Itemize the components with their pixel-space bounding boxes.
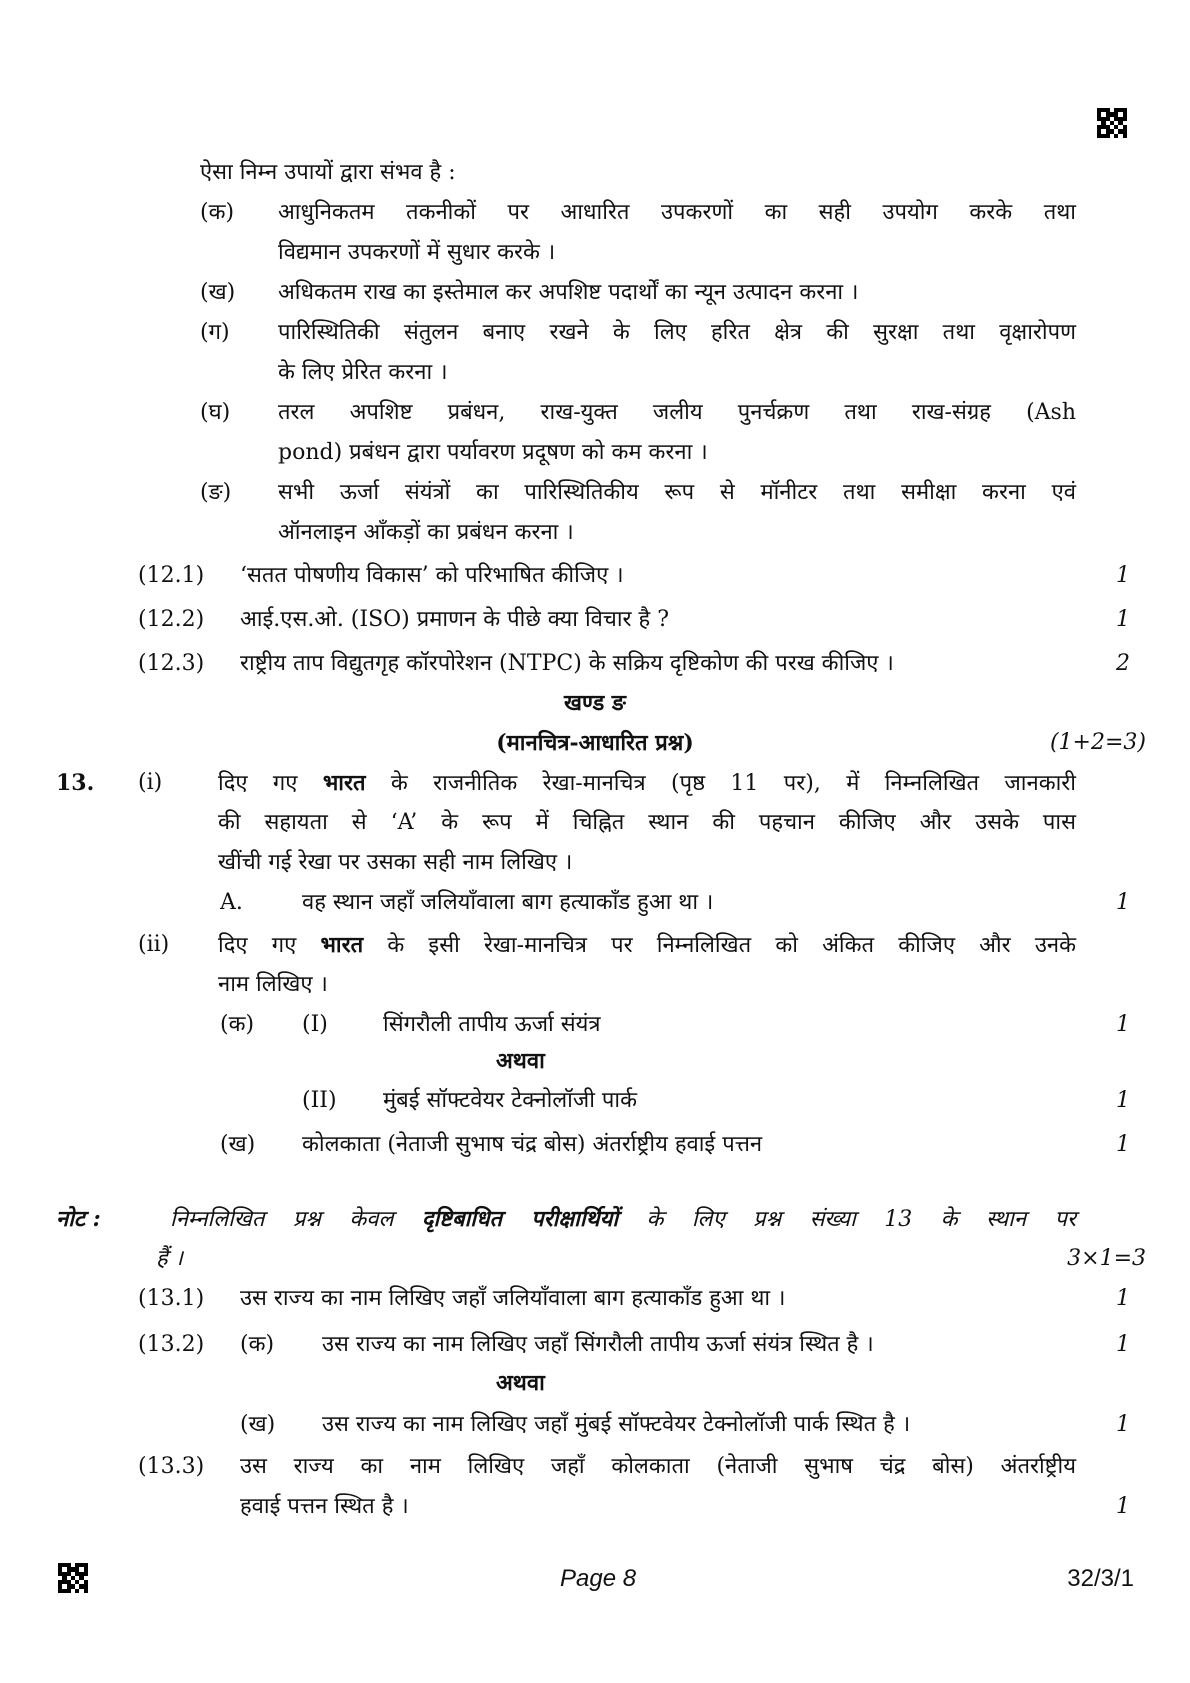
measure-nga-line2: ऑनलाइन आँकड़ों का प्रबंधन करना । [278,520,574,545]
measure-ga-line1: पारिस्थितिकी संतुलन बनाए रखने के लिए हरित क्षेत्र की सुरक्षा तथा वृक्षारोपण [278,320,1076,345]
or-divider-alt: अथवा [496,1370,545,1396]
measure-kha-line1: अधिकतम राख का इस्तेमाल कर अपशिष्ट पदार्थों का न्यून उत्पादन करना । [278,280,859,305]
q13-2-ka-marks: 1 [1116,1332,1130,1357]
q13-ii-ka-II-text: मुंबई सॉफ्टवेयर टेक्नोलॉजी पार्क [383,1088,637,1113]
q13-i-line2: की सहायता से ‘A’ के रूप में चिह्नित स्थान की पहचान कीजिए और उसके पास [218,810,1076,835]
q13-1-marks: 1 [1116,1286,1130,1311]
note-line1 [170,1204,1076,1235]
q13-i-item-label: A. [220,890,243,915]
measure-ka-line2: विद्यमान उपकरणों में सुधार करके । [278,240,556,265]
q13-3-line1: उस राज्य का नाम लिखिए जहाँ कोलकाता (नेताजी सुभाष चंद्र बोस) अंतर्राष्ट्रीय [240,1454,1076,1479]
measure-gha-line1: तरल अपशिष्ट प्रबंधन, राख-युक्त जलीय पुनर्चक्रण तथा राख-संग्रह (Ash [278,400,1076,425]
q13-ii-ka-I-label: (I) [302,1012,328,1037]
note-marks: 3×1=3 [1067,1246,1146,1271]
q13-2-kha-label: (ख) [240,1412,276,1437]
q13-ii-line1-pre: दिए गए [218,933,321,958]
q12-1-text: ‘सतत पोषणीय विकास’ को परिभाषित कीजिए । [240,563,624,588]
q13-ii-kha-text: कोलकाता (नेताजी सुभाष चंद्र बोस) अंतर्राष्ट्रीय हवाई पत्तन [302,1132,763,1157]
q13-ii-kha-marks: 1 [1116,1132,1130,1157]
section-subtitle: (मानचित्र-आधारित प्रश्न) [496,730,694,756]
q12-1-marks: 1 [1116,563,1130,588]
measure-label-gha: (घ) [200,400,231,425]
note-label: नोट : [56,1206,101,1232]
intro-text: ऐसा निम्न उपायों द्वारा संभव है : [200,160,456,185]
note-line1-pre: निम्नलिखित प्रश्न केवल [170,1207,422,1232]
measure-label-ka: (क) [200,200,235,225]
q13-2-ka-text: उस राज्य का नाम लिखिए जहाँ सिंगरौली तापीय ऊर्जा संयंत्र स्थित है । [322,1332,874,1357]
note-line2: हैं । [156,1246,184,1271]
q13-ii-kha-label: (ख) [220,1132,256,1157]
q13-i-line1-post: के राजनीतिक रेखा-मानचित्र (पृष्ठ 11 पर), में निम्नलिखित जानकारी [365,771,1076,796]
q13-i-line1 [218,768,1076,799]
measure-label-ga: (ग) [200,320,230,345]
qr-code-icon [58,1563,88,1593]
or-divider: अथवा [496,1048,545,1074]
measure-label-nga: (ङ) [200,480,232,505]
note-bold: दृष्टिबाधित परीक्षार्थियों [421,1206,619,1232]
q12-1-number: (12.1) [138,563,205,588]
q13-1-number: (13.1) [138,1286,205,1311]
q12-2-number: (12.2) [138,607,205,632]
q13-ii-line1 [218,930,1076,961]
q13-ii-line1-post: के इसी रेखा-मानचित्र पर निम्नलिखित को अंकित कीजिए और उनके [363,933,1077,958]
section-title: खण्ड ङ [564,690,626,716]
q13-ii-ka-II-label: (II) [302,1088,337,1113]
q13-2-kha-text: उस राज्य का नाम लिखिए जहाँ मुंबई सॉफ्टवेयर टेक्नोलॉजी पार्क स्थित है । [322,1412,911,1437]
q13-3-marks: 1 [1116,1494,1130,1519]
q13-i-line1-pre: दिए गए [218,771,323,796]
q13-ii-line2: नाम लिखिए । [218,972,328,997]
q13-ii-ka-label: (क) [220,1012,255,1037]
measure-nga-line1: सभी ऊर्जा संयंत्रों का पारिस्थितिकीय रूप से मॉनीटर तथा समीक्षा करना एवं [278,480,1076,505]
q13-2-kha-marks: 1 [1116,1412,1130,1437]
measure-ga-line2: के लिए प्रेरित करना । [278,360,448,385]
q12-2-marks: 1 [1116,607,1130,632]
q13-ii-ka-II-marks: 1 [1116,1088,1130,1113]
india-bold: भारत [322,770,366,796]
india-bold: भारत [320,932,364,958]
q13-1-text: उस राज्य का नाम लिखिए जहाँ जलियाँवाला बाग हत्याकाँड हुआ था । [240,1286,786,1311]
q13-i-line3: खींची गई रेखा पर उसका सही नाम लिखिए । [218,850,573,875]
q13-ii-ka-I-marks: 1 [1116,1012,1130,1037]
q12-3-number: (12.3) [138,651,205,676]
measure-ka-line1: आधुनिकतम तकनीकों पर आधारित उपकरणों का सही उपयोग करके तथा [278,200,1076,225]
q12-3-text: राष्ट्रीय ताप विद्युतगृह कॉरपोरेशन (NTPC) के सक्रिय दृष्टिकोण की परख कीजिए । [240,651,894,676]
q13-3-line2: हवाई पत्तन स्थित है । [240,1494,409,1519]
q12-3-marks: 2 [1116,651,1130,676]
q13-2-ka-label: (क) [240,1332,275,1357]
paper-code: 32/3/1 [1067,1565,1134,1592]
q13-number: 13. [56,770,95,796]
note-line1-post: के लिए प्रश्न संख्या 13 के स्थान पर [618,1207,1076,1232]
q13-i-item-marks: 1 [1116,890,1130,915]
measure-label-kha: (ख) [200,280,236,305]
q13-i-item-text: वह स्थान जहाँ जलियाँवाला बाग हत्याकाँड हुआ था । [302,890,714,915]
page-number: Page 8 [560,1565,637,1592]
qr-code-icon [1097,108,1127,138]
q12-2-text: आई.एस.ओ. (ISO) प्रमाणन के पीछे क्या विचार है ? [240,607,670,632]
q13-2-number: (13.2) [138,1332,205,1357]
section-marks: (1+2=3) [1049,730,1146,755]
q13-3-number: (13.3) [138,1454,205,1479]
measure-gha-line2: pond) प्रबंधन द्वारा पर्यावरण प्रदूषण को कम करना । [278,440,708,465]
q13-ii-label: (ii) [138,932,170,957]
q13-ii-ka-I-text: सिंगरौली तापीय ऊर्जा संयंत्र [383,1012,601,1037]
q13-i-label: (i) [138,770,163,795]
